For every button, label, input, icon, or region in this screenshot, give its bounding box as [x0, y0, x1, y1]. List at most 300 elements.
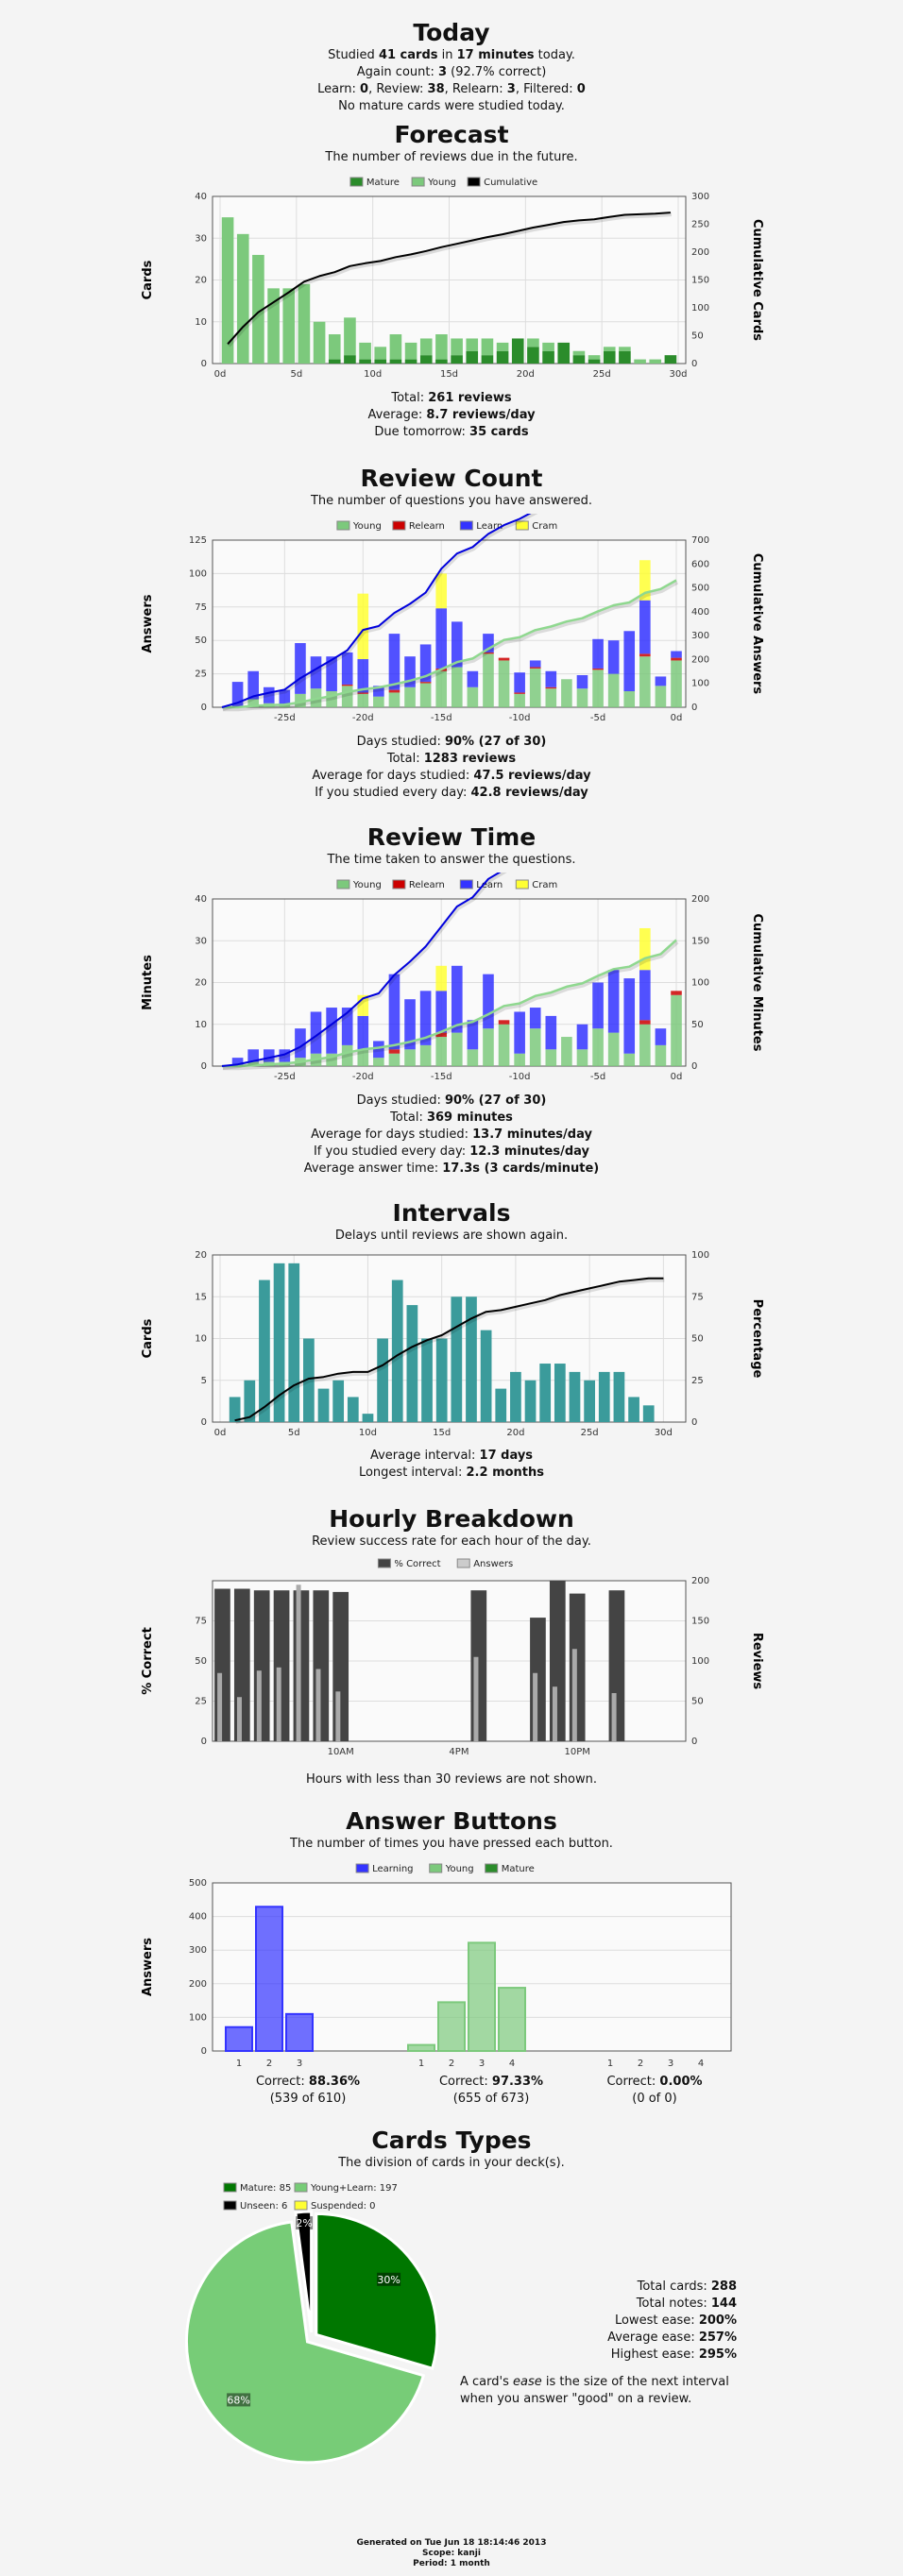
- forecast-bar-mature: [344, 355, 356, 364]
- legend-label: Cumulative: [484, 178, 538, 188]
- footer: [0, 2538, 903, 2569]
- review-count-title: Review Count: [360, 465, 543, 492]
- y-tick-label: 20: [195, 275, 207, 286]
- review_count-bar-young: [435, 671, 447, 707]
- legend-swatch: [393, 880, 405, 889]
- y-tick-label: 100: [188, 568, 207, 580]
- hourly-note: Hours with less than 30 reviews are not shown.: [305, 1772, 597, 1787]
- interval-bar: [377, 1339, 388, 1423]
- x-tick-label: 0d: [670, 713, 683, 723]
- review_time-bar-young: [514, 1054, 525, 1066]
- forecast-bar-young: [374, 347, 386, 359]
- x-tick-label: 0d: [213, 1428, 227, 1438]
- x-tick-label: -5d: [589, 1072, 606, 1082]
- hourly-correct-bar: [550, 1581, 566, 1741]
- review_count-bar-young: [404, 687, 416, 707]
- review_count-bar-young: [514, 694, 525, 707]
- review_time-bar-learn: [623, 978, 635, 1054]
- pie-legend-label: Suspended: 0: [311, 2201, 376, 2212]
- review-time-stat-answer-time: Average answer time: 17.3s (3 cards/minute): [303, 1161, 600, 1176]
- forecast-chart: [0, 170, 903, 387]
- interval-bar: [525, 1381, 537, 1422]
- interval-bar: [614, 1372, 625, 1422]
- review_time-bar-learn: [514, 1011, 525, 1053]
- x-tick-label: 0d: [670, 1072, 683, 1082]
- forecast-bar-young: [619, 347, 631, 350]
- hourly-correct-bar: [274, 1590, 290, 1741]
- review-count-stat-avg-every: If you studied every day: 42.8 reviews/day: [315, 786, 588, 800]
- button-tick-label: 1: [606, 2059, 614, 2069]
- forecast-subtitle: The number of reviews due in the future.: [325, 150, 578, 164]
- y-tick-label: 75: [195, 602, 207, 613]
- review_count-bar-relearn: [546, 687, 557, 688]
- forecast-bar-mature: [497, 351, 509, 364]
- forecast-bar-mature: [390, 360, 402, 364]
- forecast-bar-young: [344, 317, 356, 355]
- y2-tick-label: 100: [691, 678, 710, 689]
- interval-bar: [436, 1339, 448, 1423]
- forecast-bar-young: [405, 343, 417, 360]
- review-count-chart: [0, 514, 903, 731]
- legend-swatch: [393, 521, 405, 530]
- y-tick-label: 20: [195, 977, 207, 989]
- review_count-bar-learn: [592, 639, 604, 669]
- x-tick-label: 30d: [669, 369, 688, 380]
- y-tick-label: 125: [188, 535, 207, 546]
- y-axis-title: Answers: [141, 594, 155, 653]
- review-time-stat-total: Total: 369 minutes: [390, 1110, 513, 1125]
- hourly-correct-bar: [530, 1618, 546, 1741]
- button-tick-label: 2: [265, 2059, 273, 2069]
- x-tick-label: 20d: [516, 369, 535, 380]
- pie-legend-swatch: [224, 2183, 236, 2192]
- y2-tick-label: 250: [691, 219, 710, 230]
- legend-swatch: [468, 178, 480, 186]
- review_count-bar-relearn: [389, 690, 400, 693]
- legend-label: Relearn: [408, 521, 445, 532]
- interval-bar: [643, 1405, 655, 1422]
- review_time-bar-learn: [577, 1025, 588, 1050]
- forecast-stat-tomorrow: Due tomorrow: 35 cards: [374, 425, 529, 439]
- answer-button-bar: [408, 2045, 434, 2051]
- y-tick-label: 500: [188, 1878, 207, 1889]
- today-title: Today: [413, 19, 490, 46]
- review_time-bar-learn: [435, 991, 447, 1032]
- y-tick-label: 400: [188, 1911, 207, 1923]
- x-tick-label: 4PM: [449, 1747, 469, 1757]
- legend-label: Cram: [532, 880, 558, 890]
- review_time-bar-young: [671, 995, 682, 1066]
- y2-tick-label: 100: [691, 1656, 710, 1667]
- y2-tick-label: 300: [691, 631, 710, 642]
- x-tick-label: -10d: [508, 713, 531, 723]
- review_time-bar-young: [577, 1049, 588, 1066]
- forecast-bar-mature: [374, 360, 386, 364]
- y2-axis-title: Reviews: [750, 1632, 764, 1690]
- pie-slice-label: 2%: [296, 2217, 313, 2230]
- review-time-stat-avg-every: If you studied every day: 12.3 minutes/day: [313, 1144, 590, 1159]
- y-tick-label: 0: [200, 1417, 207, 1428]
- legend-label: Learning: [372, 1864, 414, 1874]
- x-tick-label: -25d: [274, 1072, 296, 1082]
- x-tick-label: -20d: [351, 1072, 374, 1082]
- review_count-bar-learn: [389, 634, 400, 689]
- buttons-title: Answer Buttons: [346, 1807, 557, 1835]
- review_count-bar-young: [608, 674, 620, 707]
- review_time-bar-young: [499, 1025, 510, 1066]
- forecast-bar-mature: [604, 351, 616, 364]
- review_count-bar-learn: [656, 676, 667, 686]
- forecast-bar-young: [420, 338, 433, 355]
- y2-tick-label: 150: [691, 1616, 710, 1627]
- y2-tick-label: 100: [691, 977, 710, 989]
- y-tick-label: 30: [195, 233, 207, 245]
- interval-bar: [392, 1280, 403, 1422]
- legend-swatch: [378, 1559, 390, 1568]
- forecast-bar-mature: [619, 351, 631, 364]
- hourly-header: [0, 1505, 903, 1550]
- review_count-bar-relearn: [499, 658, 510, 661]
- x-tick-label: -10d: [508, 1072, 531, 1082]
- y-axis-title: Answers: [141, 1937, 155, 1997]
- y2-tick-label: 300: [691, 192, 710, 202]
- forecast-bar-young: [482, 338, 494, 355]
- answer-button-bar: [469, 1942, 495, 2051]
- hourly-correct-bar: [313, 1590, 329, 1741]
- review-count-header: [0, 465, 903, 509]
- review_time-bar-young: [404, 1049, 416, 1066]
- review_count-bar-relearn: [420, 682, 432, 683]
- x-tick-label: 10d: [358, 1428, 377, 1438]
- y-tick-label: 50: [195, 1656, 207, 1667]
- answer-buttons-chart: [0, 1856, 903, 2074]
- review_time-bar-young: [373, 1058, 384, 1066]
- button-tick-label: 4: [508, 2059, 516, 2069]
- review_count-bar-learn: [546, 671, 557, 687]
- review_count-bar-learn: [514, 672, 525, 692]
- button-tick-label: 1: [417, 2059, 425, 2069]
- x-tick-label: 10PM: [564, 1747, 590, 1757]
- review_time-bar-young: [656, 1045, 667, 1066]
- today-line-1: Studied 41 cards in 17 minutes today.: [328, 48, 575, 62]
- button-tick-label: 4: [697, 2059, 705, 2069]
- y-axis-title: Cards: [141, 1318, 155, 1359]
- review-time-stat-days: Days studied: 90% (27 of 30): [356, 1093, 547, 1108]
- footer-generated: Generated on Tue Jun 18 18:14:46 2013: [356, 2538, 547, 2548]
- y2-tick-label: 400: [691, 606, 710, 618]
- interval-bar: [348, 1397, 359, 1422]
- review_time-bar-young: [639, 1025, 651, 1066]
- y-tick-label: 0: [200, 359, 207, 369]
- hourly-note-wrap: [0, 1771, 903, 1788]
- intervals-stat-average: Average interval: 17 days: [369, 1449, 534, 1463]
- y2-tick-label: 200: [691, 247, 710, 258]
- legend-label: Answers: [473, 1559, 514, 1569]
- interval-bar: [421, 1339, 433, 1423]
- legend-swatch: [337, 521, 349, 530]
- x-tick-label: 10d: [364, 369, 383, 380]
- forecast-bar-young: [634, 360, 646, 364]
- y-tick-label: 40: [195, 192, 207, 202]
- forecast-bar-mature: [512, 338, 524, 364]
- review_count-bar-learn: [639, 601, 651, 654]
- pie-slice-mature: [316, 2213, 437, 2368]
- y2-axis-title: Cumulative Minutes: [750, 913, 764, 1052]
- intervals-chart: [0, 1245, 903, 1443]
- interval-bar: [628, 1397, 639, 1422]
- footer-scope: Scope: kanji: [422, 2549, 481, 2558]
- hourly-correct-bar: [609, 1590, 625, 1741]
- button-tick-label: 3: [296, 2059, 303, 2069]
- legend-label: Mature: [501, 1864, 535, 1874]
- forecast-bar-young: [451, 338, 463, 355]
- forecast-bar-mature: [420, 355, 433, 364]
- footer-period: Period: 1 month: [413, 2559, 490, 2568]
- forecast-stats: [0, 390, 903, 441]
- hourly-answers-bar: [217, 1673, 222, 1741]
- x-tick-label: 20d: [506, 1428, 525, 1438]
- review_count-bar-relearn: [530, 668, 541, 669]
- y2-tick-label: 25: [691, 1375, 704, 1386]
- y2-tick-label: 600: [691, 559, 710, 570]
- ease-note: A card's ease is the size of the next interval when you answer "good" on a review.: [460, 2375, 729, 2406]
- review_time-bar-relearn: [499, 1020, 510, 1024]
- y2-tick-label: 200: [691, 654, 710, 666]
- legend-swatch: [356, 1864, 368, 1873]
- buttons-subtitle: The number of times you have pressed each button.: [290, 1837, 613, 1851]
- review_time-bar-learn: [389, 974, 400, 1050]
- legend-label: % Correct: [394, 1559, 441, 1569]
- review_time-bar-young: [420, 1045, 432, 1066]
- pie-legend-label: Unseen: 6: [240, 2201, 288, 2212]
- y2-tick-label: 75: [691, 1292, 704, 1303]
- buttons-group-stats-1: Correct: 88.36% (539 of 610): [255, 2075, 361, 2106]
- interval-bar: [259, 1280, 270, 1422]
- hourly-correct-bar: [570, 1594, 586, 1741]
- today-line-4: No mature cards were studied today.: [338, 99, 565, 113]
- buttons-group-stats-2: Correct: 97.33% (655 of 673): [438, 2075, 544, 2106]
- forecast-bar-young: [649, 360, 661, 364]
- button-tick-label: 3: [667, 2059, 674, 2069]
- hourly-subtitle: Review success rate for each hour of the day.: [312, 1534, 591, 1549]
- forecast-bar-young: [314, 322, 326, 364]
- review_time-bar-young: [608, 1033, 620, 1066]
- review-time-title: Review Time: [366, 823, 537, 851]
- y-tick-label: 10: [195, 316, 207, 328]
- review_count-bar-young: [561, 679, 572, 707]
- review_count-bar-learn: [623, 631, 635, 691]
- pie-legend-label: Mature: 85: [240, 2183, 292, 2194]
- forecast-bar-young: [390, 334, 402, 360]
- review-time-stats: [0, 1093, 903, 1178]
- pie-legend-swatch: [295, 2201, 307, 2210]
- card-types-title: Cards Types: [371, 2127, 532, 2154]
- y2-tick-label: 50: [691, 1333, 704, 1345]
- y2-tick-label: 200: [691, 1576, 710, 1586]
- hourly-correct-bar: [234, 1589, 250, 1742]
- forecast-bar-young: [527, 338, 539, 347]
- today-line-2: Again count: 3 (92.7% correct): [356, 65, 547, 79]
- y-tick-label: 0: [200, 1061, 207, 1072]
- pie-legend-label: Young+Learn: 197: [311, 2183, 398, 2194]
- y2-tick-label: 0: [691, 1061, 698, 1072]
- forecast-bar-young: [573, 351, 586, 355]
- review_count-bar-young: [656, 686, 667, 707]
- review_count-bar-relearn: [639, 653, 651, 656]
- review_time-bar-young: [389, 1054, 400, 1066]
- intervals-title: Intervals: [392, 1199, 511, 1227]
- review_count-bar-young: [499, 660, 510, 707]
- card-types-subtitle: The division of cards in your deck(s).: [338, 2156, 565, 2170]
- intervals-subtitle: Delays until reviews are shown again.: [334, 1229, 569, 1243]
- y2-tick-label: 0: [691, 1737, 698, 1747]
- card-types-stats: Total cards: 288 Total notes: 144 Lowest ease: 200% Average ease: 257% Highest ease: 295%: [607, 2279, 737, 2362]
- legend-label: Learn: [476, 521, 503, 532]
- y2-tick-label: 0: [691, 359, 698, 369]
- hourly-answers-bar: [612, 1693, 617, 1741]
- review_time-bar-learn: [608, 970, 620, 1032]
- review_time-bar-learn: [546, 1016, 557, 1049]
- review_count-bar-learn: [357, 659, 368, 692]
- interval-bar: [363, 1414, 374, 1422]
- review_time-bar-learn: [530, 1008, 541, 1028]
- review_count-bar-learn: [577, 675, 588, 688]
- y2-tick-label: 0: [691, 1417, 698, 1428]
- y-tick-label: 25: [195, 669, 207, 680]
- legend-swatch: [460, 880, 472, 889]
- interval-bar: [570, 1372, 581, 1422]
- y2-tick-label: 0: [691, 703, 698, 713]
- review_count-bar-young: [546, 688, 557, 707]
- hourly-answers-bar: [473, 1657, 478, 1741]
- x-tick-label: 5d: [287, 1428, 300, 1438]
- legend-swatch: [412, 178, 424, 186]
- interval-bar: [510, 1372, 521, 1422]
- review_count-bar-young: [452, 668, 463, 707]
- button-tick-label: 1: [235, 2059, 243, 2069]
- review_time-bar-young: [452, 1033, 463, 1066]
- forecast-bar-mature: [542, 351, 554, 364]
- y2-tick-label: 200: [691, 894, 710, 905]
- interval-bar: [481, 1330, 492, 1422]
- y2-tick-label: 100: [691, 303, 710, 314]
- y-tick-label: 300: [188, 1945, 207, 1957]
- forecast-bar-young: [497, 343, 509, 351]
- review_count-bar-young: [671, 660, 682, 707]
- forecast-bar-mature: [435, 360, 448, 364]
- hourly-correct-bar: [294, 1590, 310, 1741]
- review_count-bar-young: [623, 691, 635, 707]
- review_time-bar-young: [561, 1037, 572, 1066]
- interval-bar: [230, 1397, 241, 1422]
- y-axis-title: Minutes: [141, 955, 155, 1010]
- forecast-stat-average: Average: 8.7 reviews/day: [367, 408, 536, 422]
- buttons-group-stats-3: Correct: 0.00% (0 of 0): [606, 2075, 703, 2106]
- review_time-bar-learn: [656, 1028, 667, 1045]
- forecast-bar-young: [435, 334, 448, 360]
- review_time-bar-young: [483, 1028, 494, 1066]
- review_count-bar-young: [530, 669, 541, 707]
- review-time-stat-avg-studied: Average for days studied: 13.7 minutes/day: [311, 1127, 592, 1142]
- interval-bar: [539, 1364, 551, 1422]
- legend-label: Learn: [476, 880, 503, 890]
- review_time-bar-learn: [592, 983, 604, 1029]
- hourly-chart: [0, 1552, 903, 1770]
- forecast-bar-young: [359, 343, 371, 360]
- review_time-bar-learn: [452, 966, 463, 1033]
- interval-bar: [554, 1364, 566, 1422]
- interval-bar: [466, 1296, 477, 1422]
- forecast-bar-young: [298, 284, 311, 364]
- x-tick-label: 30d: [654, 1428, 673, 1438]
- interval-bar: [407, 1305, 418, 1422]
- interval-bar: [332, 1381, 344, 1422]
- pie-legend-swatch: [224, 2201, 236, 2210]
- review_time-bar-young: [546, 1049, 557, 1066]
- hourly-correct-bar: [214, 1589, 230, 1742]
- legend-label: Young: [352, 521, 382, 532]
- hourly-correct-bar: [254, 1590, 270, 1741]
- legend-swatch: [337, 880, 349, 889]
- forecast-bar-mature: [527, 347, 539, 364]
- review_time-bar-learn: [357, 1016, 368, 1049]
- legend-swatch: [457, 1559, 469, 1568]
- interval-bar: [288, 1263, 299, 1422]
- hourly-answers-bar: [572, 1649, 577, 1741]
- forecast-bar-mature: [329, 360, 341, 364]
- review_count-bar-relearn: [514, 692, 525, 693]
- legend-label: Cram: [532, 521, 558, 532]
- review_time-bar-young: [435, 1037, 447, 1066]
- forecast-title: Forecast: [394, 121, 509, 148]
- review_time-bar-relearn: [671, 991, 682, 994]
- review_count-bar-young: [592, 669, 604, 707]
- hourly-correct-bar: [470, 1590, 486, 1741]
- review_count-bar-relearn: [671, 658, 682, 661]
- hourly-answers-bar: [277, 1668, 281, 1741]
- y2-axis-title: Cumulative Cards: [750, 218, 764, 342]
- y-tick-label: 200: [188, 1978, 207, 1990]
- review_time-bar-relearn: [639, 1020, 651, 1024]
- review_count-bar-young: [577, 688, 588, 707]
- legend-label: Young: [428, 178, 457, 188]
- hourly-answers-bar: [315, 1669, 320, 1742]
- review_count-bar-relearn: [342, 685, 353, 686]
- hourly-answers-bar: [533, 1673, 537, 1741]
- review_time-bar-young: [530, 1028, 541, 1066]
- y2-axis-title: Cumulative Answers: [750, 552, 764, 695]
- y-tick-label: 20: [195, 1250, 207, 1261]
- y2-tick-label: 50: [691, 1696, 704, 1707]
- intervals-header: [0, 1199, 903, 1244]
- hourly-title: Hourly Breakdown: [329, 1505, 574, 1533]
- hourly-answers-bar: [297, 1585, 301, 1741]
- x-tick-label: 25d: [580, 1428, 599, 1438]
- review-time-header: [0, 823, 903, 868]
- forecast-bar-mature: [573, 355, 586, 364]
- review_count-bar-cram: [357, 594, 368, 659]
- review-time-subtitle: The time taken to answer the questions.: [327, 853, 576, 867]
- review-time-chart: [0, 873, 903, 1090]
- legend-label: Relearn: [408, 880, 445, 890]
- intervals-stat-longest: Longest interval: 2.2 months: [358, 1466, 545, 1480]
- review_count-bar-learn: [435, 608, 447, 669]
- forecast-bar-young: [466, 338, 478, 350]
- intervals-stats: [0, 1448, 903, 1482]
- y-tick-label: 0: [200, 2046, 207, 2057]
- y2-axis-title: Percentage: [750, 1298, 764, 1379]
- review_count-bar-learn: [530, 660, 541, 667]
